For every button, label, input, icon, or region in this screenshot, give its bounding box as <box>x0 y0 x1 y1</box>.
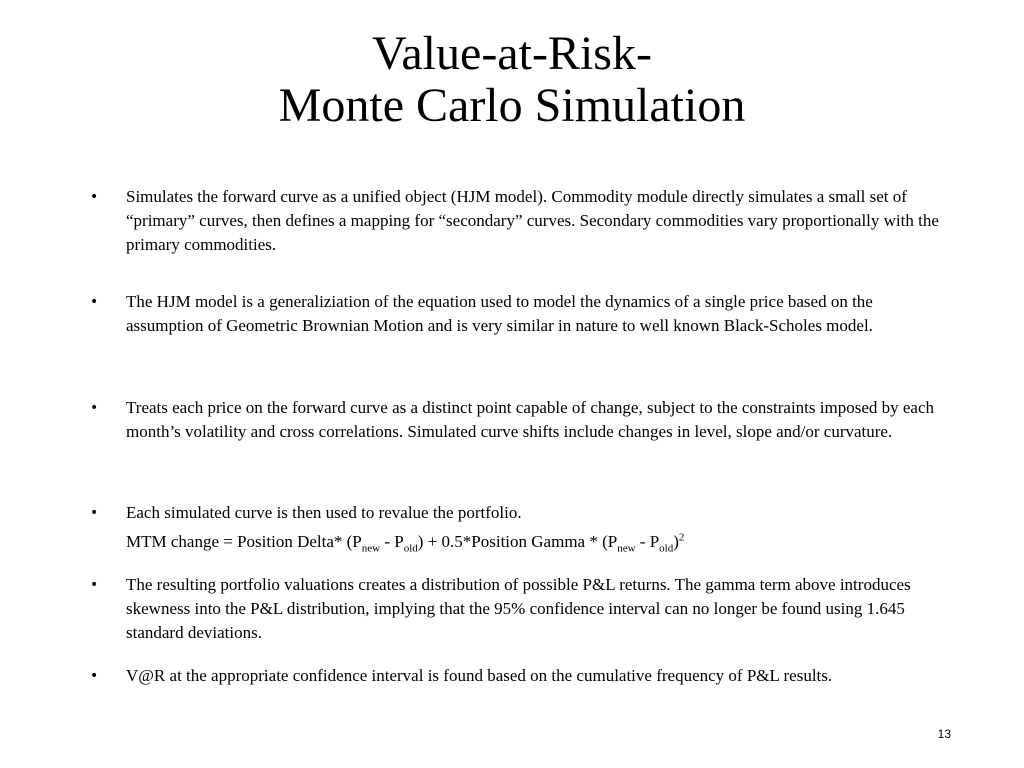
slide-title-line-1: Value-at-Risk- <box>372 27 652 80</box>
formula-part: - P <box>380 532 404 551</box>
formula-part: - P <box>635 532 660 551</box>
formula-part: MTM change = Position Delta* (P <box>126 532 362 551</box>
bullet-item-5 <box>90 573 940 645</box>
slide-title-line-2: Monte Carlo Simulation <box>278 79 746 132</box>
bullet-text: Simulates the forward curve as a unified object (HJM model). Commodity module directly simulates a small set of “primary” curves, then defines a mapping for “secondary” curves. Secondary commodities vary proportionally with the primary commodities. <box>126 187 939 254</box>
bullet-item-1 <box>90 185 940 257</box>
bullet-item-2 <box>90 290 940 338</box>
page-number: 13 <box>937 727 951 741</box>
bullet-text: The HJM model is a generaliziation of the equation used to model the dynamics of a single price based on the assumption of Geometric Brownian Motion and is very similar in nature to well known Black-Scholes model. <box>126 292 873 335</box>
bullet-text: Each simulated curve is then used to revalue the portfolio. <box>126 503 522 522</box>
bullet-text: Treats each price on the forward curve as a distinct point capable of change, subject to the constraints imposed by each month’s volatility and cross correlations. Simulated curve shifts include changes in level, slope and/or curvature. <box>126 398 935 441</box>
bullet-text: The resulting portfolio valuations creates a distribution of possible P&L returns. The gamma term above introduces skewness into the P&L distribution, implying that the 95% confidence interval can no longer be found using 1.645 standard deviations. <box>126 575 911 642</box>
bullet-item-4 <box>90 501 940 554</box>
slide-title <box>0 28 1024 132</box>
bullet-dot: • <box>90 189 99 205</box>
formula-part: ) + 0.5*Position Gamma * (P <box>417 532 618 551</box>
bullet-item-3 <box>90 396 940 444</box>
bullet-dot: • <box>90 668 99 684</box>
bullet-dot: • <box>90 400 99 416</box>
formula-subscript: new <box>617 542 636 555</box>
formula-subscript: old <box>403 542 418 555</box>
formula-part: ) <box>673 532 679 551</box>
formula-subscript: old <box>659 542 674 555</box>
mtm-formula <box>126 530 940 554</box>
bullet-text: V@R at the appropriate confidence interval is found based on the cumulative frequency of P&L results. <box>126 666 833 685</box>
bullet-dot: • <box>90 294 99 310</box>
bullet-item-6 <box>90 664 940 688</box>
formula-subscript: new <box>361 542 381 555</box>
bullet-dot: • <box>90 577 99 593</box>
formula-exponent: 2 <box>678 531 685 544</box>
bullet-dot: • <box>90 505 99 521</box>
